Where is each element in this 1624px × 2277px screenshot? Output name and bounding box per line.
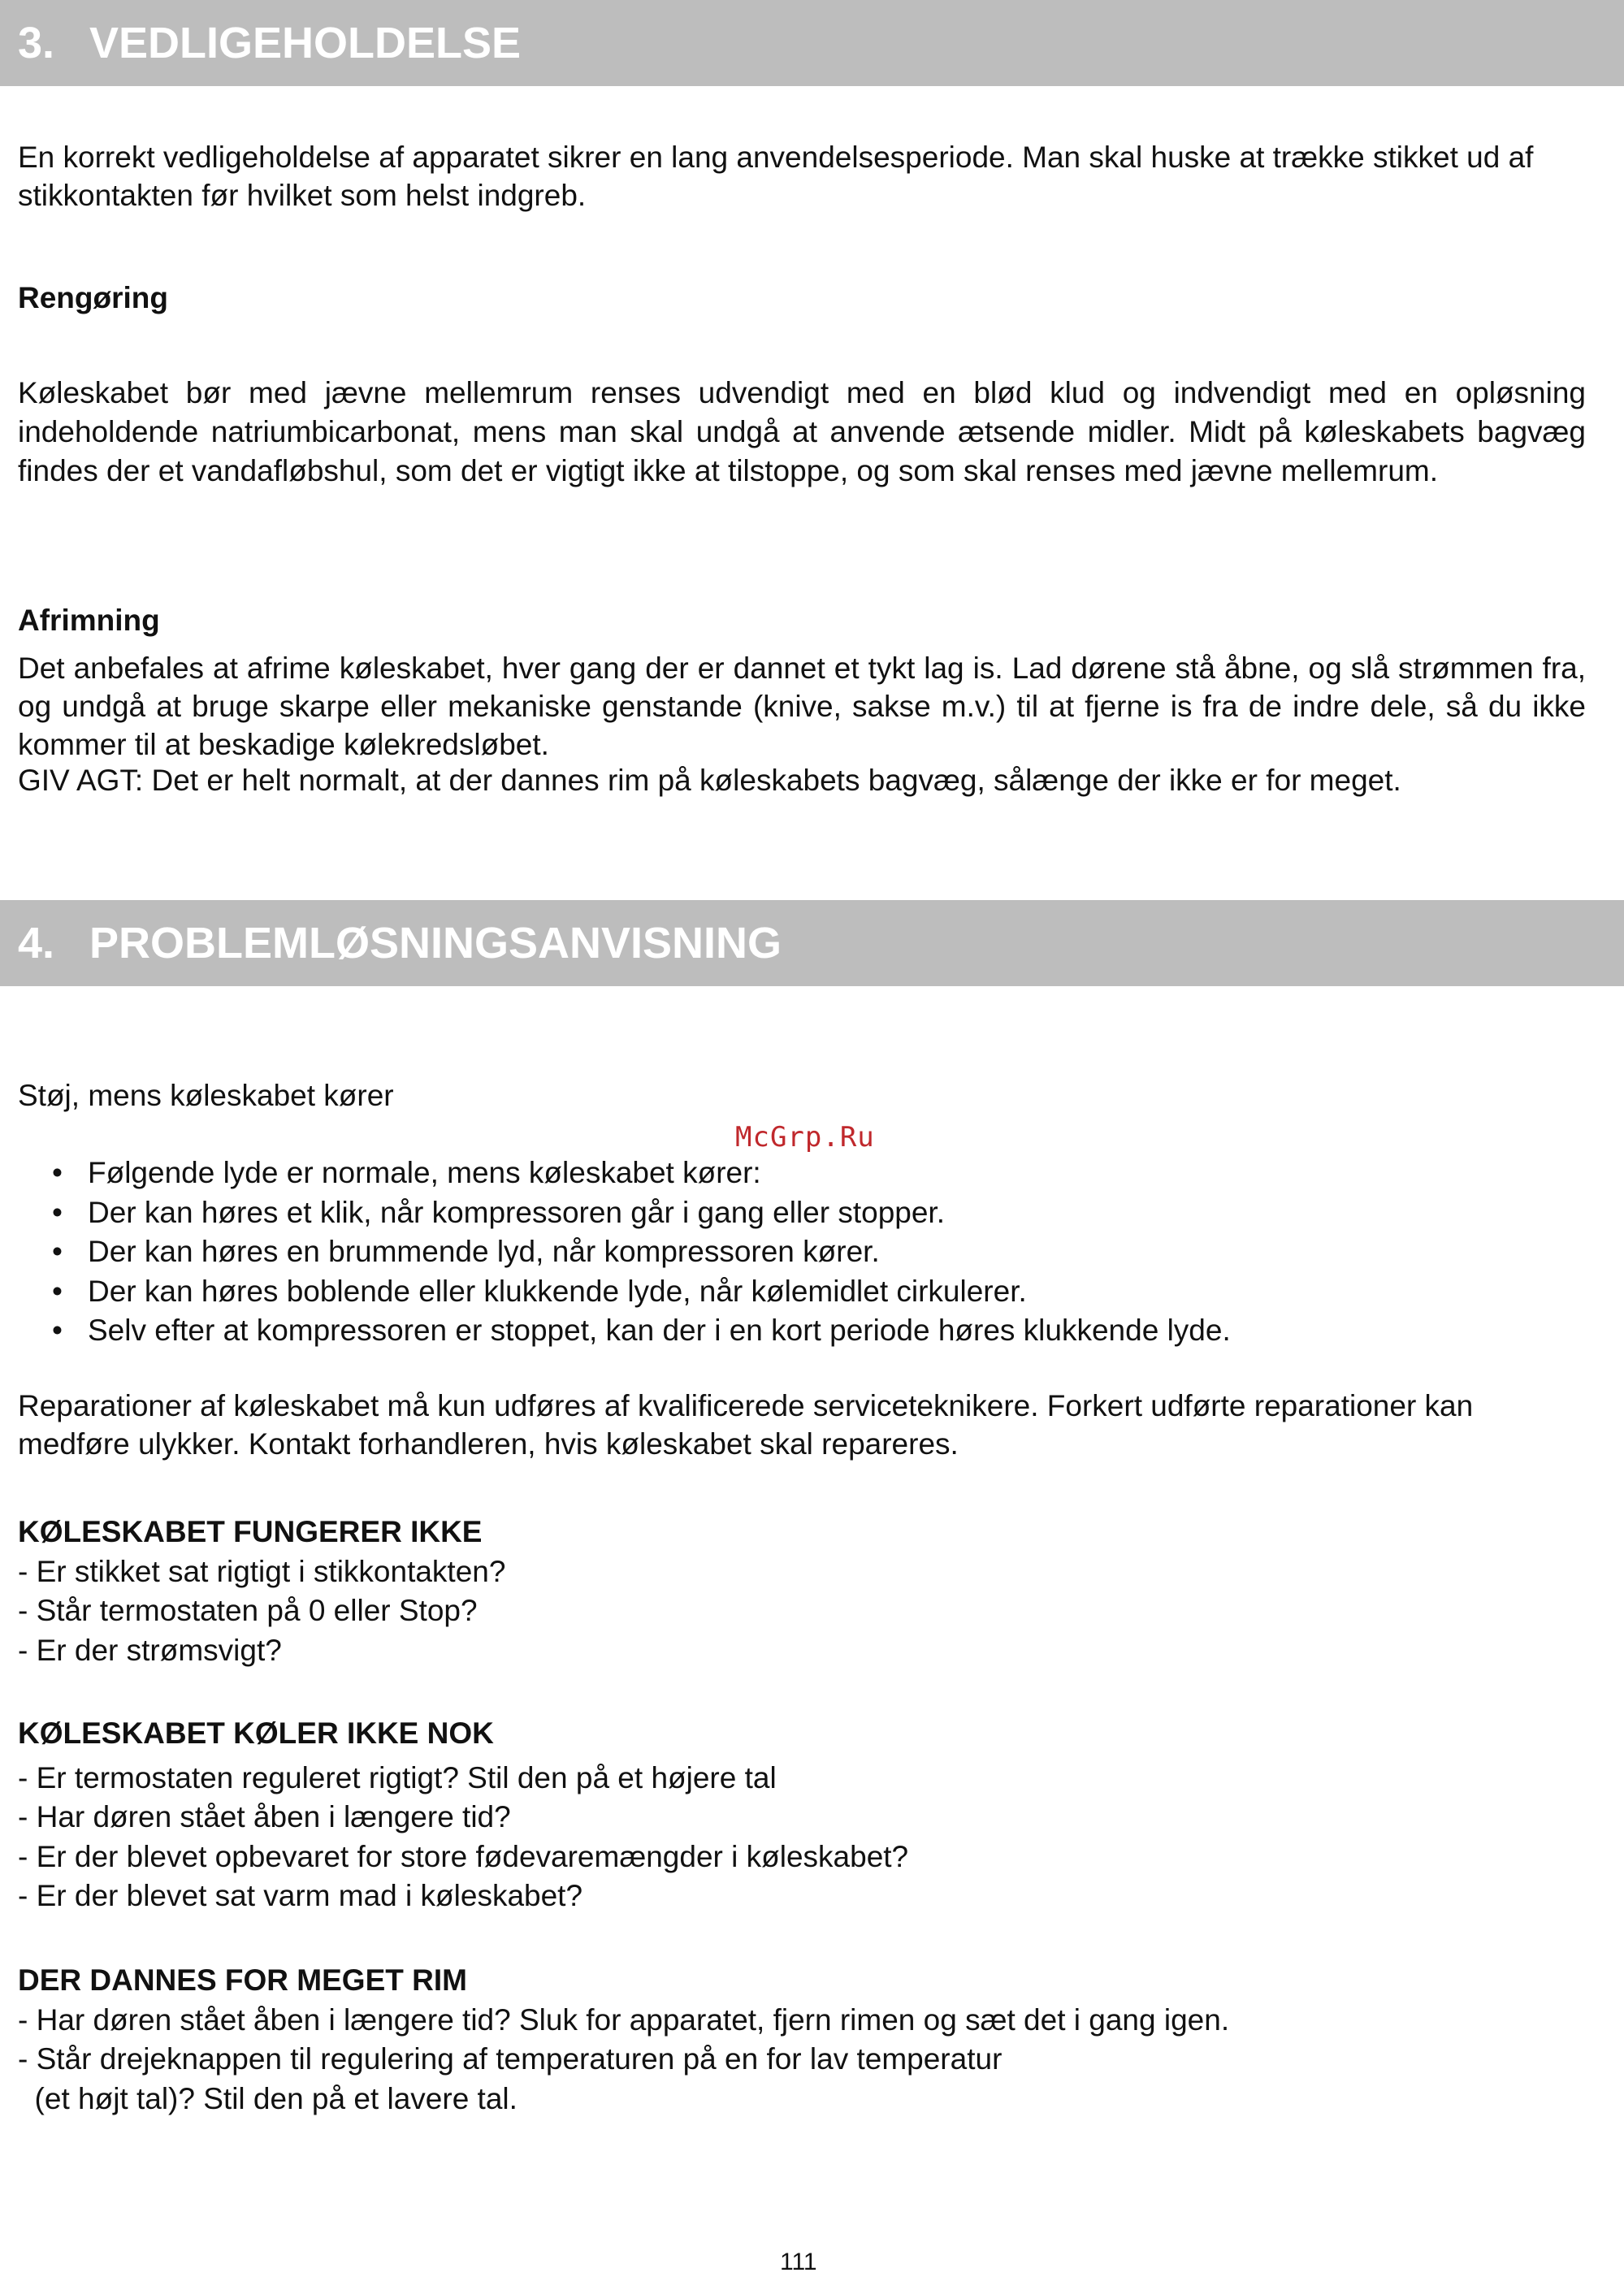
list-item: - Er der strømsvigt? bbox=[18, 1633, 282, 1667]
list-item: • Der kan høres en brummende lyd, når kompressoren kører. bbox=[18, 1232, 1586, 1272]
section-3-header bbox=[0, 0, 1624, 86]
list-item: - Er stikket sat rigtigt i stikkontakten? bbox=[18, 1554, 506, 1588]
watermark: McGrp.Ru bbox=[735, 1121, 875, 1154]
maintenance-intro: En korrekt vedligeholdelse af apparatet sikrer en lang anvendelsesperiode. Man skal huske at trække stikket ud af stikkontakten før hvilket som helst indgreb. bbox=[18, 141, 1534, 212]
not-cooling-block bbox=[18, 1714, 1586, 1916]
noise-heading: Støj, mens køleskabet kører bbox=[18, 1079, 394, 1112]
not-working-block bbox=[18, 1513, 1586, 1670]
section-3-title: VEDLIGEHOLDELSE bbox=[89, 19, 522, 67]
list-item: - Er der blevet opbevaret for store fødevaremængder i køleskabet? bbox=[18, 1839, 909, 1873]
defrost-note: GIV AGT: Det er helt normalt, at der dannes rim på køleskabets bagvæg, sålænge der ikke er for meget. bbox=[18, 764, 1401, 797]
section-4-number: 4. bbox=[18, 919, 55, 968]
list-item: - Står drejeknappen til regulering af temperaturen på en for lav temperatur bbox=[18, 2042, 1003, 2076]
bullet-icon: • bbox=[52, 1274, 63, 1308]
frost-block bbox=[18, 1961, 1586, 2119]
defrost-heading: Afrimning bbox=[18, 604, 160, 637]
section-4-header bbox=[0, 900, 1624, 986]
list-item: • Der kan høres et klik, når kompressoren går i gang eller stopper. bbox=[18, 1193, 1586, 1233]
list-item: - Er der blevet sat varm mad i køleskabet? bbox=[18, 1879, 583, 1912]
list-item: - Står termostaten på 0 eller Stop? bbox=[18, 1594, 478, 1627]
list-item: • Selv efter at kompressoren er stoppet, kan der i en kort periode høres klukkende lyde. bbox=[18, 1311, 1586, 1351]
defrost-text: Det anbefales at afrime køleskabet, hver gang der er dannet et tykt lag is. Lad dørene stå åbne, og slå strømmen fra, og undgå at bruge skarpe eller mekaniske genstande (knive, sakse m.v.) til at fjerne is fra de indre dele, så du ikke kommer til at beskadige kølekredsløbet. bbox=[18, 651, 1586, 761]
list-item: - Har døren stået åben i længere tid? bbox=[18, 1800, 511, 1833]
not-working-heading: KØLESKABET FUNGERER IKKE bbox=[18, 1515, 483, 1548]
frost-heading: DER DANNES FOR MEGET RIM bbox=[18, 1963, 467, 1997]
bullet-icon: • bbox=[52, 1235, 63, 1268]
list-item: (et højt tal)? Stil den på et lavere tal. bbox=[18, 2081, 518, 2115]
list-item: - Har døren stået åben i længere tid? Sluk for apparatet, fjern rimen og sæt det i gang igen. bbox=[18, 2002, 1230, 2037]
not-cooling-heading: KØLESKABET KØLER IKKE NOK bbox=[18, 1716, 494, 1750]
list-item: - Er termostaten reguleret rigtigt? Stil den på et højere tal bbox=[18, 1760, 777, 1794]
bullet-icon: • bbox=[52, 1314, 63, 1347]
page-number: 111 bbox=[780, 2249, 817, 2275]
bullet-icon: • bbox=[52, 1195, 63, 1229]
list-item: • Følgende lyde er normale, mens køleskabet kører: bbox=[18, 1154, 1586, 1193]
section-3-number: 3. bbox=[18, 19, 55, 67]
list-item: • Der kan høres boblende eller klukkende lyde, når kølemidlet cirkulerer. bbox=[18, 1272, 1586, 1312]
bullet-icon: • bbox=[52, 1156, 63, 1189]
cleaning-text: Køleskabet bør med jævne mellemrum renses udvendigt med en blød klud og indvendigt med en opløsning indeholdende natriumbicarbonat, mens man skal undgå at anvende ætsende midler. Midt på køleskabets bagvæg findes der et vandafløbshul, som det er vigtigt ikke at tilstoppe, og som skal renses med jævne mellemrum. bbox=[18, 376, 1586, 487]
cleaning-heading: Rengøring bbox=[18, 281, 168, 314]
section-4-title: PROBLEMLØSNINGSANVISNING bbox=[89, 919, 782, 968]
repair-note: Reparationer af køleskabet må kun udføres af kvalificerede serviceteknikere. Forkert udførte reparationer kan medføre ulykker. Kontakt forhandleren, hvis køleskabet skal repareres. bbox=[18, 1389, 1474, 1461]
noise-list bbox=[18, 1154, 1586, 1351]
